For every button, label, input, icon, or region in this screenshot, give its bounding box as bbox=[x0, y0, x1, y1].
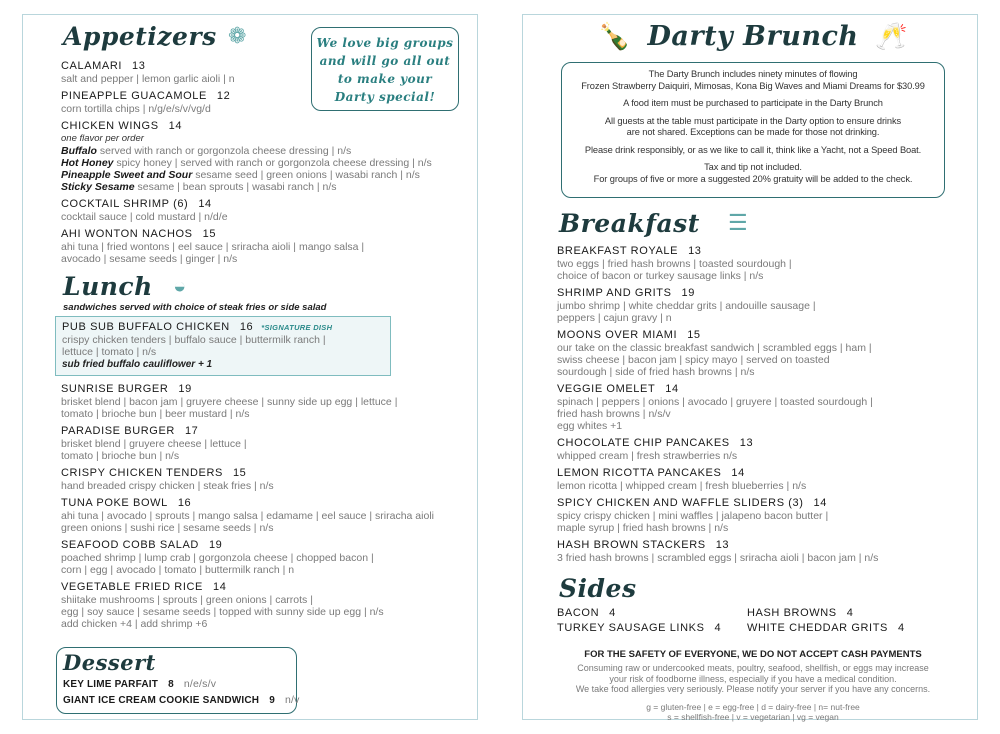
brunch-info-paragraph bbox=[562, 98, 944, 110]
flavor-option bbox=[61, 169, 432, 181]
item-name-text: TURKEY SAUSAGE LINKS bbox=[557, 622, 705, 634]
flavor-option bbox=[61, 157, 432, 169]
menu-item bbox=[557, 467, 878, 492]
item-description: egg | soy sauce | sesame seeds | topped with sunny side up egg | n/s bbox=[61, 606, 384, 618]
item-name bbox=[61, 90, 432, 103]
signature-dish-box bbox=[55, 316, 391, 376]
item-description: green onions | sushi rice | sesame seeds | n/s bbox=[61, 522, 274, 534]
item-price: 4 bbox=[846, 607, 854, 619]
dietary-legend bbox=[553, 702, 953, 722]
item-description: cocktail sauce | cold mustard | n/d/e bbox=[61, 211, 228, 223]
item-description: choice of bacon or turkey sausage links | n/s bbox=[557, 270, 764, 282]
item-description: maple syrup | fried hash browns | n/s bbox=[557, 522, 729, 534]
item-name-text: SHRIMP AND GRITS bbox=[557, 287, 672, 299]
item-description: corn | egg | avocado | tomato | buttermilk ranch | n bbox=[61, 564, 295, 576]
item-name bbox=[61, 228, 432, 241]
pancakes-icon: ☰ bbox=[728, 210, 748, 235]
warning-line: Consuming raw or undercooked meats, poultry, seafood, shellfish, or eggs may increase bbox=[577, 663, 929, 673]
item-price: 14 bbox=[665, 383, 679, 395]
menu-item bbox=[61, 198, 432, 223]
item-name bbox=[557, 329, 878, 342]
item-name-text: BACON bbox=[557, 607, 600, 619]
dessert-item bbox=[63, 678, 290, 691]
item-name bbox=[61, 60, 432, 73]
item-note: one flavor per order bbox=[61, 133, 144, 144]
item-description: jumbo shrimp | white cheddar grits | andouille sausage | bbox=[557, 300, 816, 312]
side-item bbox=[557, 607, 747, 620]
side-item bbox=[747, 622, 937, 635]
item-name bbox=[557, 287, 878, 300]
darty-brunch-title: Darty Brunch bbox=[647, 21, 859, 52]
flavor-description: served with ranch or gorgonzola cheese dressing | n/s bbox=[99, 145, 352, 157]
item-description: hand breaded crispy chicken | steak fries | n/s bbox=[61, 480, 274, 492]
item-name bbox=[557, 539, 878, 552]
item-price: 9 bbox=[269, 695, 275, 706]
item-description: corn tortilla chips | n/g/e/s/v/vg/d bbox=[61, 103, 211, 115]
item-name-text: PARADISE BURGER bbox=[61, 425, 175, 437]
menu-item bbox=[557, 287, 878, 324]
footer bbox=[553, 649, 953, 722]
dessert-list bbox=[63, 678, 300, 707]
item-name bbox=[61, 198, 432, 211]
menu-item bbox=[61, 228, 432, 265]
item-price: 15 bbox=[202, 228, 217, 240]
brunch-info-paragraph bbox=[562, 69, 944, 92]
dessert-heading: Dessert bbox=[63, 650, 156, 675]
promo-line: and will go all out bbox=[319, 54, 451, 68]
item-description: two eggs | fried hash browns | toasted sourdough | bbox=[557, 258, 792, 270]
menu-item bbox=[61, 120, 432, 193]
flavor-description: spicy honey | served with ranch or gorgonzola cheese dressing | n/s bbox=[116, 157, 432, 169]
menu-item bbox=[61, 90, 432, 115]
brunch-info-box bbox=[561, 62, 945, 198]
item-name bbox=[61, 581, 434, 594]
menu-item bbox=[61, 425, 434, 462]
item-name-text: WHITE CHEDDAR GRITS bbox=[747, 622, 888, 634]
item-description: sourdough | side of fried hash browns | n/s bbox=[557, 366, 755, 378]
sides-heading: Sides bbox=[559, 574, 637, 603]
item-price: 14 bbox=[168, 120, 183, 132]
flavor-option bbox=[61, 181, 432, 193]
signature-badge: *SIGNATURE DISH bbox=[261, 323, 333, 332]
brunch-info-line: All guests at the table must participate in the Darty option to ensure drinks bbox=[604, 115, 902, 126]
menu-item bbox=[61, 581, 434, 630]
flavor-name: Sticky Sesame bbox=[61, 181, 135, 193]
item-description: egg whites +1 bbox=[557, 420, 623, 432]
item-price: 14 bbox=[198, 198, 212, 210]
flavor-name: Hot Honey bbox=[61, 157, 114, 169]
legend-line: g = gluten-free | e = egg-free | d = dairy-free | n= nut-free bbox=[646, 701, 860, 712]
item-price: 4 bbox=[609, 607, 616, 619]
item-name-text: LEMON RICOTTA PANCAKES bbox=[557, 467, 722, 479]
item-price: 4 bbox=[714, 622, 722, 634]
item-name-text: KEY LIME PARFAIT bbox=[63, 679, 159, 690]
menu-item bbox=[557, 437, 878, 462]
dietary-tags: n/e/s/v bbox=[183, 678, 217, 690]
item-name-text: TUNA POKE BOWL bbox=[61, 497, 168, 509]
item-price: 13 bbox=[688, 245, 702, 257]
item-name bbox=[557, 497, 878, 510]
brunch-info-line: Please drink responsibly, or as we like to call it, think like a Yacht, not a Speed Boat. bbox=[584, 144, 922, 155]
flavor-description: sesame | bean sprouts | wasabi ranch | n/s bbox=[137, 181, 337, 193]
item-description: add chicken +4 | add shrimp +6 bbox=[61, 618, 208, 630]
item-name-text: AHI WONTON NACHOS bbox=[61, 228, 193, 240]
flavor-name: Buffalo bbox=[61, 145, 97, 157]
item-description: swiss cheese | bacon jam | spicy mayo | served on toasted bbox=[557, 354, 830, 366]
lunch-heading: Lunch bbox=[63, 272, 153, 301]
item-name-text: CALAMARI bbox=[61, 60, 123, 72]
allergy-warning bbox=[553, 663, 953, 695]
item-description: ahi tuna | fried wontons | eel sauce | sriracha aioli | mango salsa | bbox=[61, 241, 365, 253]
item-description: peppers | cajun gravy | n bbox=[557, 312, 672, 324]
item-name-text: PUB SUB BUFFALO CHICKEN bbox=[62, 321, 230, 333]
item-description: brisket blend | bacon jam | gruyere cheese | sunny side up egg | lettuce | bbox=[61, 396, 398, 408]
item-price: 19 bbox=[178, 383, 192, 395]
item-name bbox=[61, 425, 434, 438]
brunch-info-paragraph bbox=[562, 116, 944, 139]
item-name-text: CRISPY CHICKEN TENDERS bbox=[61, 467, 223, 479]
item-name-text: SEAFOOD COBB SALAD bbox=[61, 539, 199, 551]
item-price: 19 bbox=[681, 287, 695, 299]
cash-notice: FOR THE SAFETY OF EVERYONE, WE DO NOT ACCEPT CASH PAYMENTS bbox=[584, 649, 922, 660]
appetizers-heading: Appetizers bbox=[63, 22, 217, 51]
item-price: 13 bbox=[715, 539, 730, 551]
item-description: our take on the classic breakfast sandwich | scrambled eggs | ham | bbox=[557, 342, 872, 354]
item-name-text: MOONS OVER MIAMI bbox=[557, 329, 678, 341]
item-description: lettuce | tomato | n/s bbox=[62, 346, 157, 358]
flavor-option bbox=[61, 145, 432, 157]
appetizers-list bbox=[61, 60, 432, 265]
item-name bbox=[61, 467, 434, 480]
item-name-text: PINEAPPLE GUACAMOLE bbox=[61, 90, 207, 102]
item-description: 3 fried hash browns | scrambled eggs | sriracha aioli | bacon jam | n/s bbox=[557, 552, 879, 564]
menu-item bbox=[61, 497, 434, 534]
burger-icon: ◒ bbox=[173, 273, 187, 298]
champagne-bottle-icon: 🍾 bbox=[598, 21, 631, 51]
lunch-list bbox=[61, 383, 434, 630]
item-name bbox=[61, 497, 434, 510]
warning-line: your risk of foodborne illness, especially if you have a medical condition. bbox=[609, 673, 897, 684]
menu-item bbox=[557, 383, 878, 432]
side-item bbox=[747, 607, 937, 620]
item-name bbox=[557, 437, 878, 450]
item-name bbox=[61, 383, 434, 396]
brunch-info-paragraph bbox=[562, 162, 944, 185]
item-description: spicy crispy chicken | mini waffles | jalapeno bacon butter | bbox=[557, 510, 829, 522]
item-price: 19 bbox=[208, 539, 223, 551]
menu-item bbox=[557, 497, 878, 534]
side-item bbox=[557, 622, 747, 635]
menu-item bbox=[557, 329, 878, 378]
menu-item bbox=[557, 245, 878, 282]
brunch-info-line: For groups of five or more a suggested 20% gratuity will be added to the check. bbox=[593, 173, 913, 184]
item-description: tomato | brioche bun | n/s bbox=[61, 450, 180, 462]
brunch-info-line: The Darty Brunch includes ninety minutes of flowing bbox=[648, 69, 858, 79]
promo-line: to make your bbox=[337, 72, 433, 86]
item-name bbox=[557, 245, 878, 258]
menu-item bbox=[557, 539, 878, 564]
item-name-text: CHICKEN WINGS bbox=[61, 120, 159, 132]
item-price: 12 bbox=[216, 90, 231, 102]
legend-line: s = shellfish-free | v = vegetarian | vg = vegan bbox=[667, 711, 839, 722]
item-name-text: HASH BROWN STACKERS bbox=[557, 539, 706, 551]
item-name-text: VEGGIE OMELET bbox=[557, 383, 656, 395]
item-description: lemon ricotta | whipped cream | fresh blueberries | n/s bbox=[557, 480, 807, 492]
item-name-text: SPICY CHICKEN AND WAFFLE SLIDERS (3) bbox=[557, 497, 804, 509]
promo-line: We love big groups bbox=[316, 36, 454, 50]
brunch-info-paragraph bbox=[562, 145, 944, 157]
item-price: 14 bbox=[731, 467, 745, 479]
item-name-text: CHOCOLATE CHIP PANCAKES bbox=[557, 437, 730, 449]
breakfast-list bbox=[557, 245, 878, 564]
right-menu-page bbox=[522, 14, 978, 720]
substitution-note: sub fried buffalo cauliflower + 1 bbox=[62, 359, 213, 370]
item-description: ahi tuna | avocado | sprouts | mango salsa | edamame | eel sauce | sriracha aioli bbox=[61, 510, 434, 522]
item-description: brisket blend | gruyere cheese | lettuce | bbox=[61, 438, 247, 450]
shrimp-icon: ❁ bbox=[228, 23, 247, 48]
item-description: salt and pepper | lemon garlic aioli | n bbox=[61, 73, 235, 85]
left-menu-page bbox=[22, 14, 478, 720]
lunch-subtitle: sandwiches served with choice of steak fries or side salad bbox=[63, 302, 327, 313]
item-price: 16 bbox=[177, 497, 192, 509]
dessert-box bbox=[56, 647, 300, 714]
breakfast-heading: Breakfast bbox=[559, 209, 700, 238]
menu-item bbox=[61, 60, 432, 85]
item-price: 14 bbox=[213, 581, 227, 593]
item-price: 16 bbox=[239, 321, 254, 333]
flavor-name: Pineapple Sweet and Sour bbox=[61, 169, 193, 181]
item-price: 8 bbox=[168, 679, 174, 690]
item-description: crispy chicken tenders | buffalo sauce | buttermilk ranch | bbox=[62, 334, 326, 346]
item-name bbox=[62, 321, 384, 334]
dietary-tags: n/v bbox=[284, 694, 300, 706]
item-price: 15 bbox=[232, 467, 247, 479]
sides-list bbox=[557, 607, 937, 635]
menu-item bbox=[61, 539, 434, 576]
brunch-info-line: A food item must be purchased to participate in the Darty Brunch bbox=[623, 98, 883, 108]
item-name bbox=[557, 467, 878, 480]
item-description: fried hash browns | n/s/v bbox=[557, 408, 671, 420]
dessert-item bbox=[63, 694, 300, 707]
menu-item bbox=[61, 383, 434, 420]
brunch-info-line: Tax and tip not included. bbox=[704, 162, 802, 172]
promo-line: Darty special! bbox=[334, 90, 436, 104]
item-description: whipped cream | fresh strawberries n/s bbox=[557, 450, 738, 462]
champagne-glasses-icon: 🥂 bbox=[875, 21, 908, 51]
item-description: shiitake mushrooms | sprouts | green onions | carrots | bbox=[61, 594, 313, 606]
item-name-text: SUNRISE BURGER bbox=[61, 383, 169, 395]
item-price: 13 bbox=[739, 437, 754, 449]
menu-item bbox=[61, 467, 434, 492]
brunch-info-line: are not shared. Exceptions can be made for those not drinking. bbox=[626, 127, 880, 137]
item-name-text: GIANT ICE CREAM COOKIE SANDWICH bbox=[63, 695, 260, 706]
item-price: 17 bbox=[184, 425, 199, 437]
item-price: 14 bbox=[813, 497, 827, 509]
warning-line: We take food allergies very seriously. Please notify your server if you have any concerns. bbox=[575, 684, 931, 694]
item-name bbox=[61, 120, 432, 133]
item-name-text: COCKTAIL SHRIMP (6) bbox=[61, 198, 189, 210]
item-price: 13 bbox=[132, 60, 146, 72]
item-name-text: HASH BROWNS bbox=[747, 607, 837, 619]
flavor-description: sesame seed | green onions | wasabi ranch | n/s bbox=[195, 169, 420, 181]
item-price: 4 bbox=[897, 622, 905, 634]
item-description: avocado | sesame seeds | ginger | n/s bbox=[61, 253, 238, 265]
item-description: spinach | peppers | onions | avocado | gruyere | toasted sourdough | bbox=[557, 396, 873, 408]
item-description: poached shrimp | lump crab | gorgonzola cheese | chopped bacon | bbox=[61, 552, 374, 564]
item-description: tomato | brioche bun | beer mustard | n/s bbox=[61, 408, 250, 420]
item-price: 15 bbox=[687, 329, 701, 341]
item-name bbox=[557, 383, 878, 396]
item-name-text: VEGETABLE FRIED RICE bbox=[61, 581, 203, 593]
brunch-info-line: Frozen Strawberry Daiquiri, Mimosas, Kona Big Waves and Miami Dreams for $30.99 bbox=[581, 80, 925, 91]
item-name-text: BREAKFAST ROYALE bbox=[557, 245, 679, 257]
item-name bbox=[61, 539, 434, 552]
